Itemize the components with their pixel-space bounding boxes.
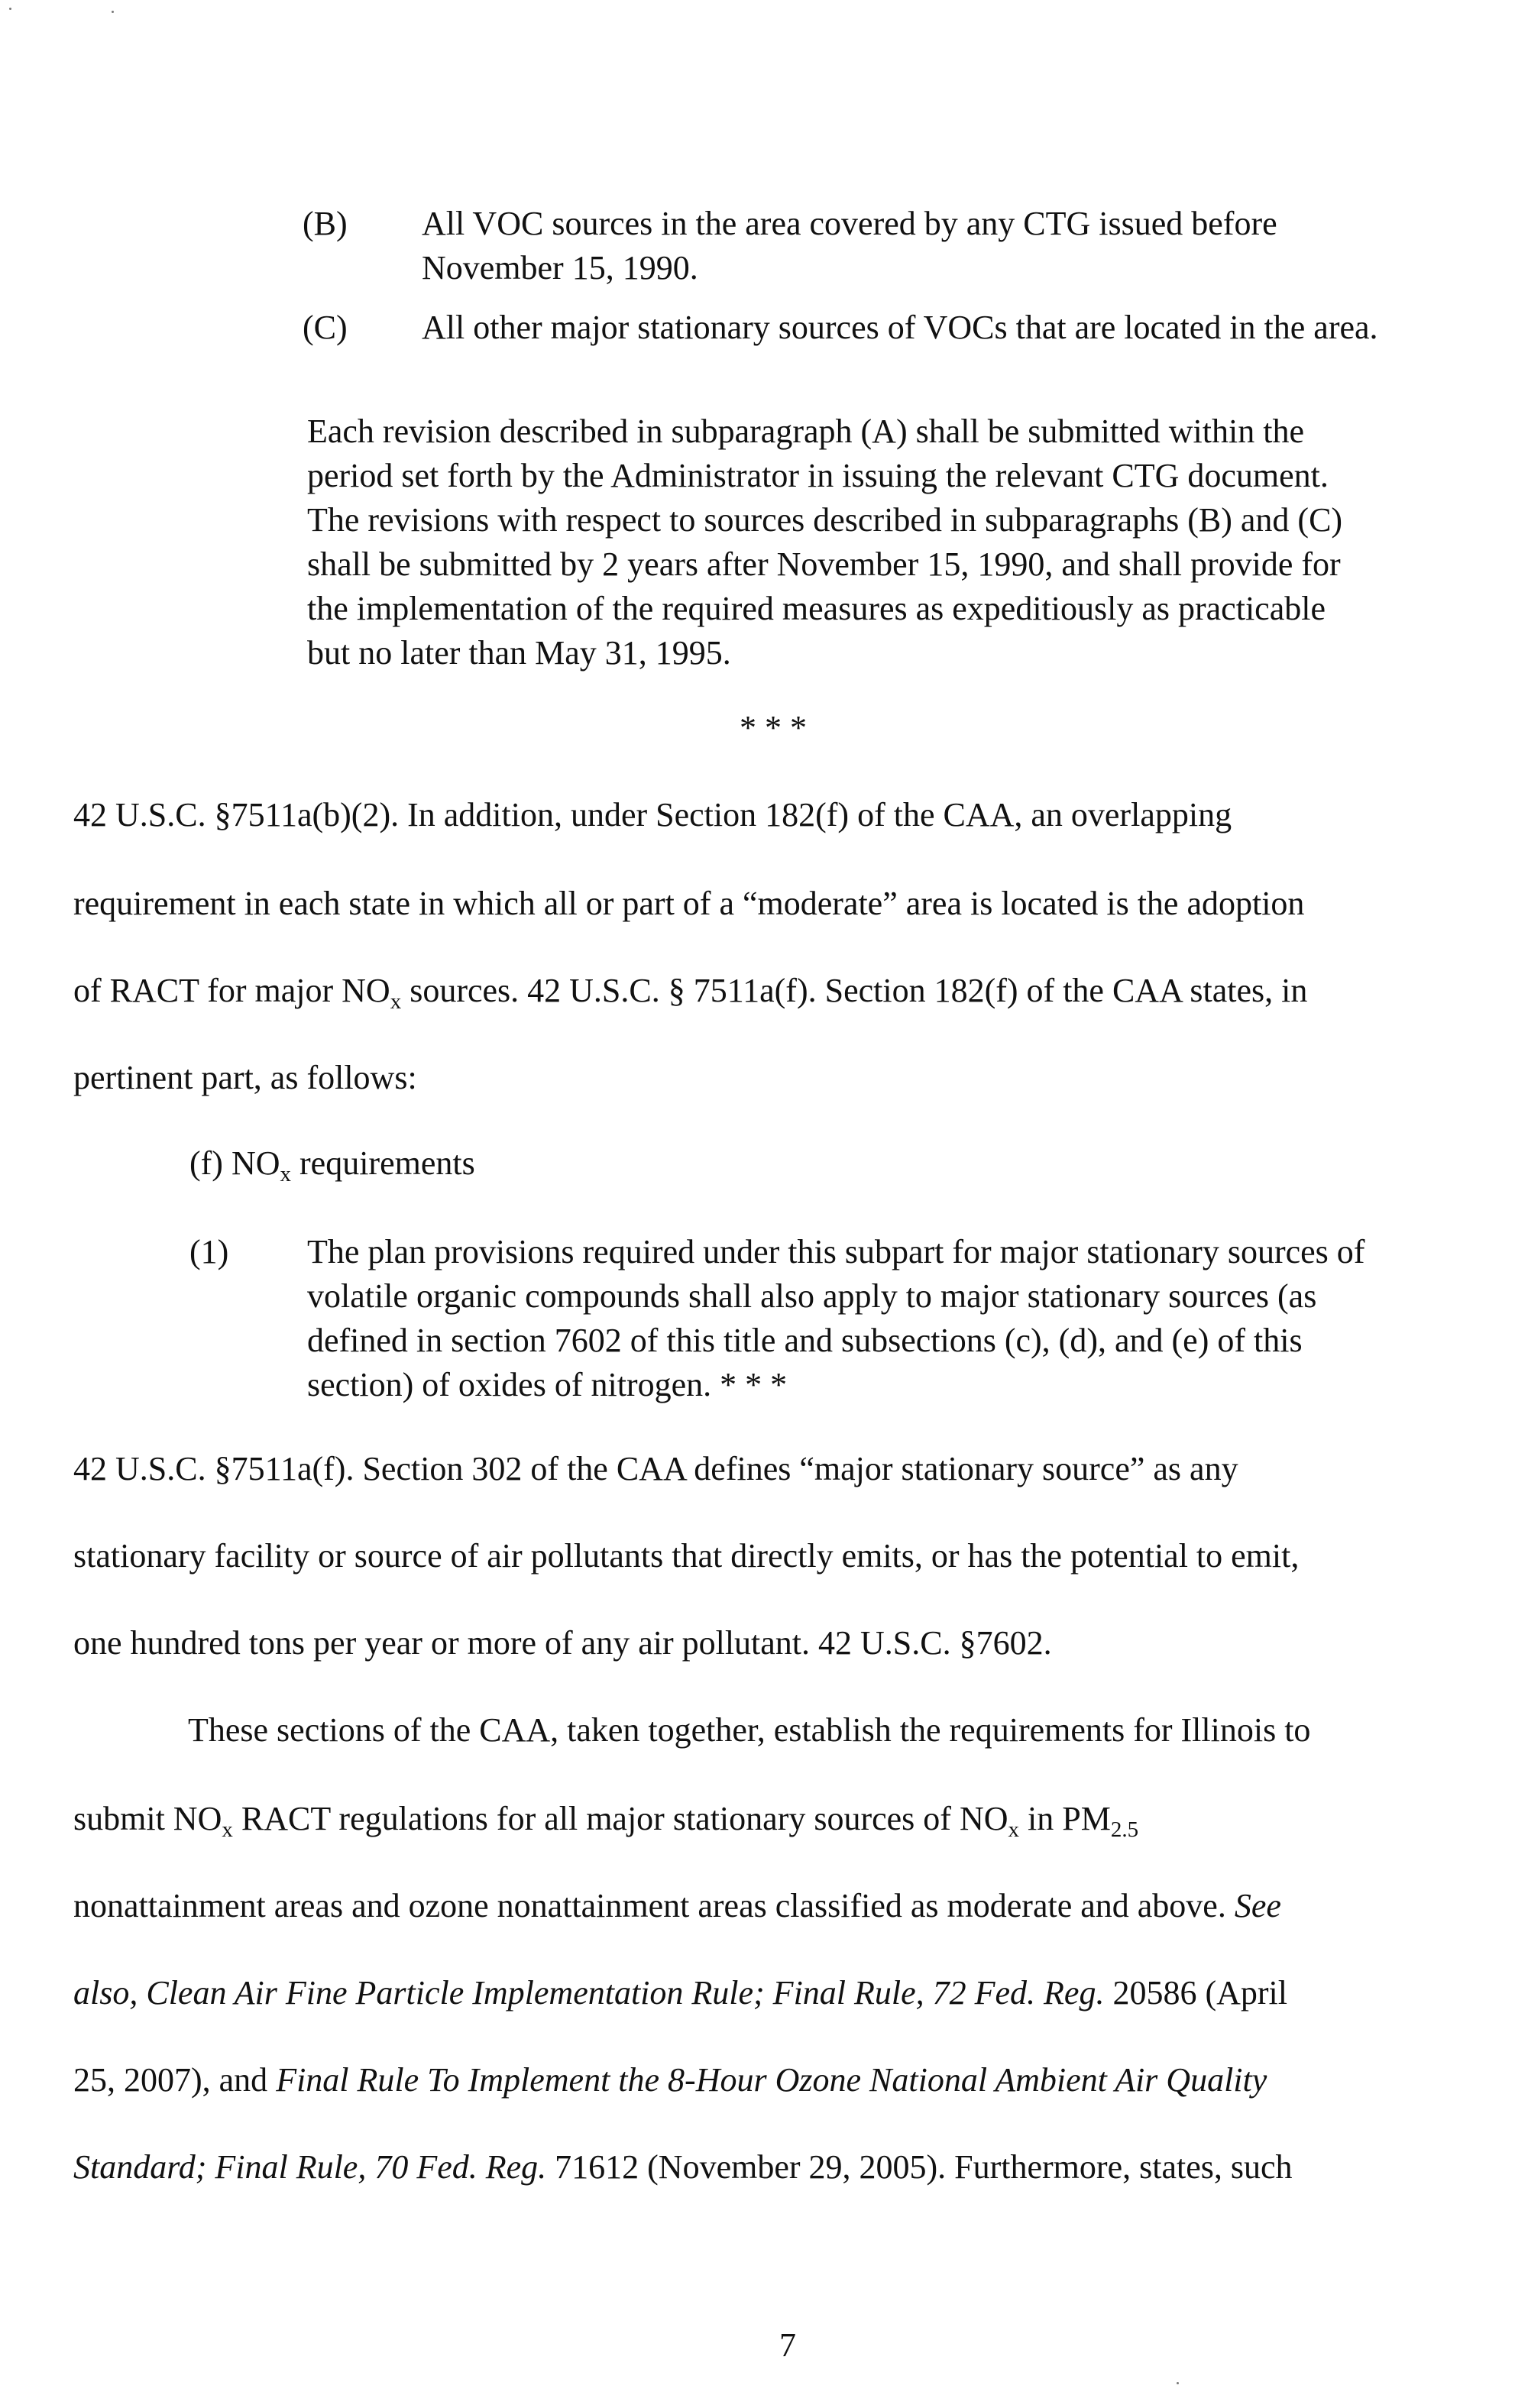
item-1-line: defined in section 7602 of this title and subsections (c), (d), and (e) of this [307,1322,1303,1359]
quote-paragraph-line: but no later than May 31, 1995. [307,634,731,672]
body-line: 25, 2007), and Final Rule To Implement the 8-Hour Ozone National Ambient Air Quality [73,2061,1267,2099]
quote-paragraph-line: Each revision described in subparagraph (A) shall be submitted within the [307,413,1304,450]
body-line: stationary facility or source of air pollutants that directly emits, or has the potential to emit, [73,1537,1300,1575]
body-line: These sections of the CAA, taken together, establish the requirements for Illinois to [188,1711,1311,1749]
quote-paragraph-line: The revisions with respect to sources described in subparagraphs (B) and (C) [307,501,1343,539]
item-1-line: volatile organic compounds shall also apply to major stationary sources (as [307,1277,1317,1315]
item-1-marker: (1) [189,1233,229,1270]
item-b-line: November 15, 1990. [422,249,698,286]
body-line: also, Clean Air Fine Particle Implementation Rule; Final Rule, 72 Fed. Reg. 20586 (April [73,1974,1287,2012]
quote-paragraph-line: the implementation of the required measures as expeditiously as practicable [307,590,1326,627]
scan-speck [9,8,11,10]
nox-heading: (f) $NO_x$ requirements [189,1144,475,1186]
item-1-line: The plan provisions required under this subpart for major stationary sources of [307,1233,1365,1270]
body-line: requirement in each state in which all or part of a “moderate” area is located is the adoption [73,885,1305,922]
item-b-marker: (B) [303,205,348,242]
body-line: 42 U.S.C. §7511a(b)(2). In addition, under Section 182(f) of the CAA, an overlapping [73,796,1232,833]
body-line: one hundred tons per year or more of any air pollutant. 42 U.S.C. §7602. [73,1624,1052,1662]
body-line: submit $NO_x$ RACT regulations for all major stationary sources of $NO_x$ in $PM_{2.5}$ [73,1800,1139,1842]
body-line: Standard; Final Rule, 70 Fed. Reg. 71612 (November 29, 2005). Furthermore, states, such [73,2148,1293,2186]
quote-paragraph-line: shall be submitted by 2 years after November 15, 1990, and shall provide for [307,545,1341,583]
page-number: 7 [779,2326,796,2364]
scan-speck [1177,2382,1179,2384]
body-line: of RACT for major $NO_x$ sources. 42 U.S.C. § 7511a(f). Section 182(f) of the CAA states, in [73,972,1308,1014]
item-1-line: section) of oxides of nitrogen. * * * [307,1366,788,1403]
quote-paragraph-line: period set forth by the Administrator in issuing the relevant CTG document. [307,457,1329,494]
scan-speck [112,11,114,13]
body-line: nonattainment areas and ozone nonattainment areas classified as moderate and above. See [73,1887,1281,1924]
body-line: 42 U.S.C. §7511a(f). Section 302 of the CAA defines “major stationary source” as any [73,1450,1238,1487]
item-c-marker: (C) [303,309,348,346]
item-c-line: All other major stationary sources of VOCs that are located in the area. [422,309,1378,346]
body-line: pertinent part, as follows: [73,1059,417,1096]
elision-stars: * * * [740,709,807,746]
item-b-line: All VOC sources in the area covered by any CTG issued before [422,205,1277,242]
